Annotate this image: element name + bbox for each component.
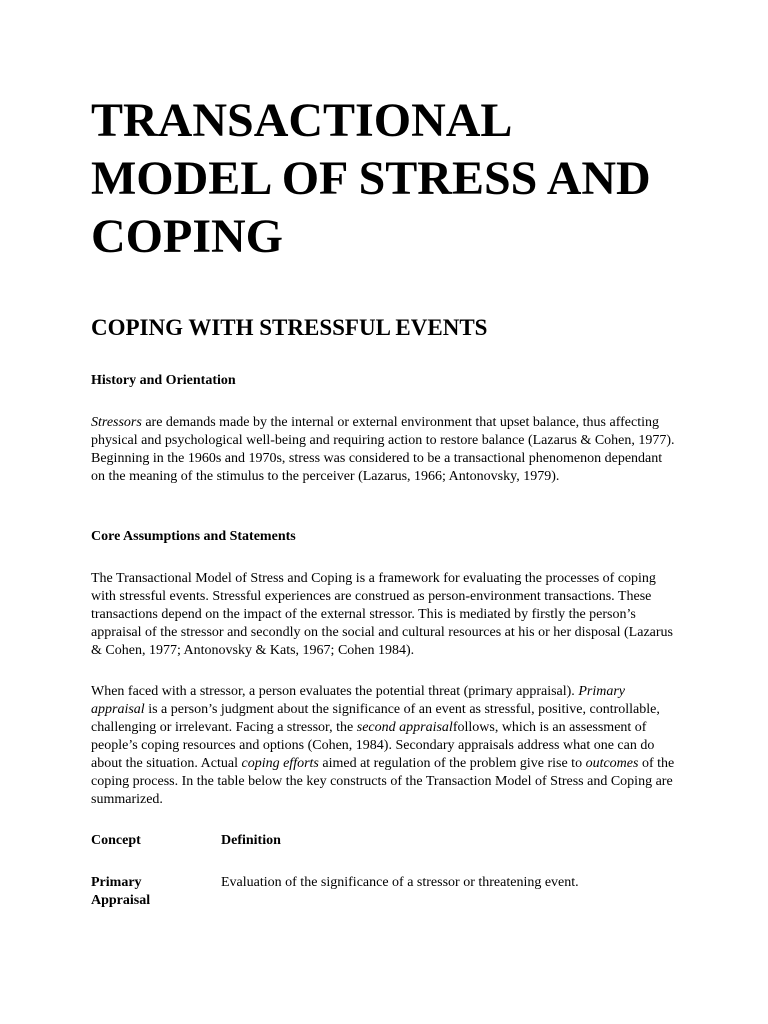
table-row-definition: Evaluation of the significance of a stressor or threatening event. [221, 875, 579, 890]
term-coping-efforts: coping efforts [241, 756, 319, 771]
appraisal-text-a: When faced with a stressor, a person evaluates the potential threat (primary appraisal). [91, 684, 579, 699]
appraisal-text-e: follows, which is an assessment of people’s coping resources and options (Cohen, 1984). Secondary appraisals address what one can do about the situation. Actual [91, 720, 655, 771]
term-stressors: Stressors [91, 415, 142, 430]
section-heading-history: History and Orientation [91, 373, 236, 388]
table-header-concept: Concept [91, 833, 141, 848]
title-line-2: MODEL OF STRESS AND [91, 152, 651, 205]
paragraph-framework: The Transactional Model of Stress and Coping is a framework for evaluating the processes of coping with stressful events. Stressful experiences are construed as person-environment transactions. These transactions depend on the impact of the external stressor. This is mediated by firstly the person’s appraisal of the stressor and secondly on the social and cultural resources at his or her disposal (Lazarus & Cohen, 1977; Antonovsky & Kats, 1967; Cohen 1984). [91, 571, 673, 658]
table-row-concept [91, 874, 150, 910]
paragraph-stressors [91, 414, 676, 486]
title-line-1: TRANSACTIONAL [91, 94, 513, 147]
document-title [91, 92, 691, 266]
appraisal-text-g: aimed at regulation of the problem give rise to [318, 756, 586, 771]
concept-line-1: Primary [91, 875, 142, 890]
section-heading-core-assumptions: Core Assumptions and Statements [91, 529, 296, 544]
term-second-appraisal: second appraisal [356, 720, 453, 735]
appraisal-text-i: of the coping process. In the table below the key constructs of the Transaction Model of Stress and Coping are summarized. [91, 756, 675, 807]
term-primary-appraisal: Primary appraisal [91, 684, 625, 717]
title-line-3: COPING [91, 210, 283, 263]
paragraph-stressors-text: are demands made by the internal or external environment that upset balance, thus affecting physical and psychological well-being and requiring action to restore balance (Lazarus & Cohen, 1977). Beginning in the 1960s and 1970s, stress was considered to be a transactional phenomenon dependant on the meaning of the stimulus to the perceiver (Lazarus, 1966; Antonovsky, 1979). [91, 415, 675, 484]
term-outcomes: outcomes [585, 756, 639, 771]
document-subtitle: COPING WITH STRESSFUL EVENTS [91, 315, 488, 340]
table-header-definition: Definition [221, 833, 281, 848]
appraisal-text-c: is a person’s judgment about the significance of an event as stressful, positive, controllable, challenging or irrelevant. Facing a stressor, the [91, 702, 660, 735]
paragraph-appraisal [91, 683, 676, 809]
concept-line-2: Appraisal [91, 893, 151, 908]
